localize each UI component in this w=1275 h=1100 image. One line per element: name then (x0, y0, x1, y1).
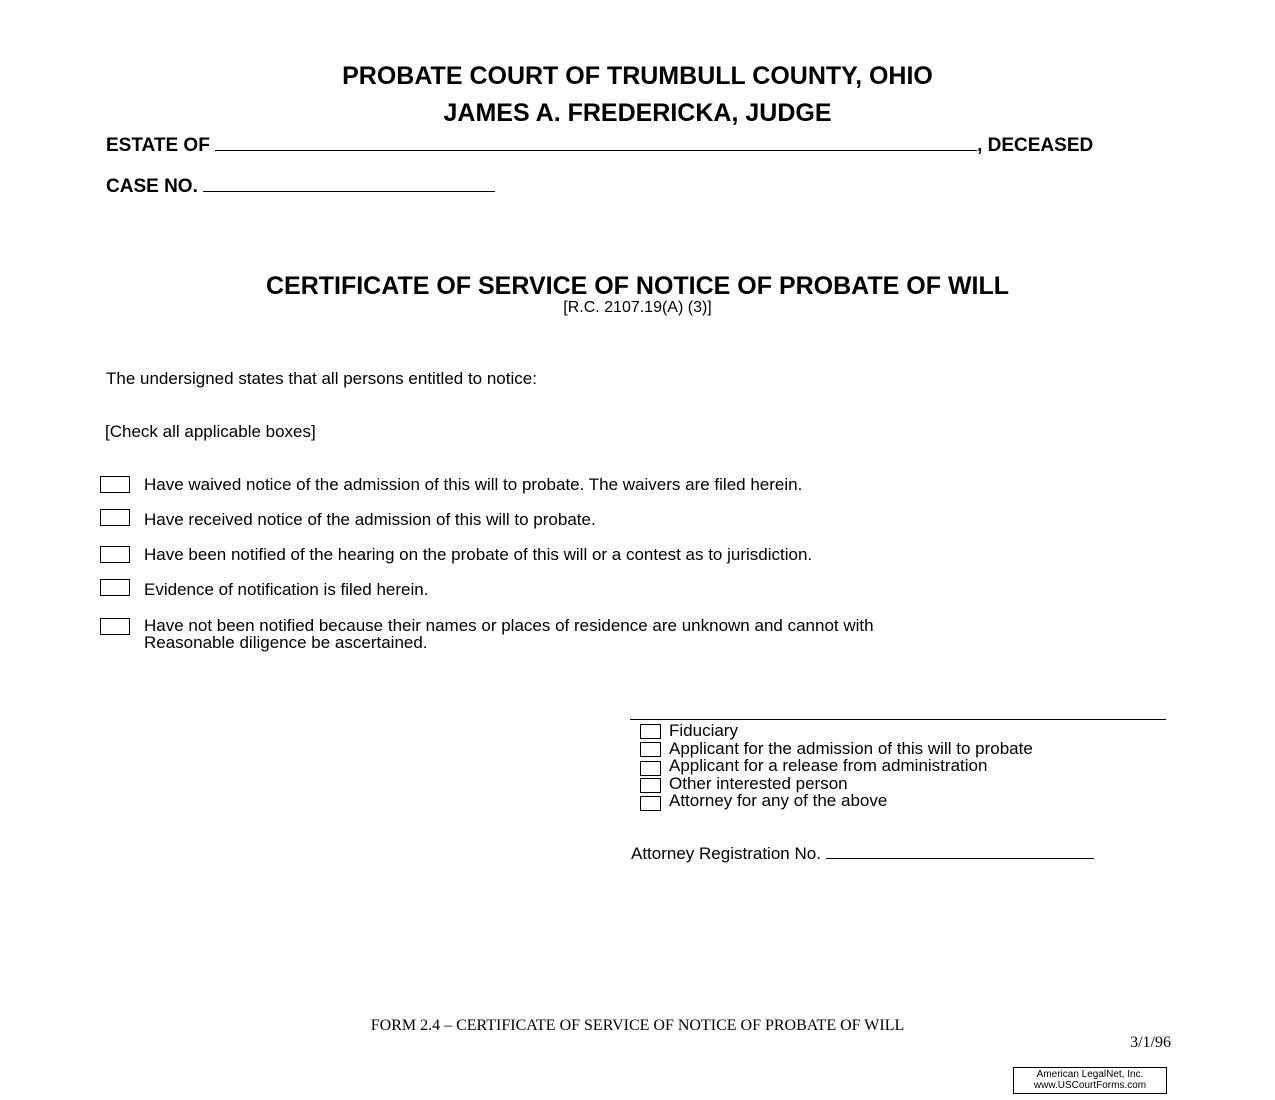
judge-heading: JAMES A. FREDERICKA, JUDGE (443, 99, 832, 127)
role-checkbox-applicant-release[interactable] (640, 761, 661, 776)
attorney-registration-line (631, 844, 1094, 864)
form-title: CERTIFICATE OF SERVICE OF NOTICE OF PROBATE OF WILL (265, 272, 1010, 300)
option-checkbox-evidence[interactable] (100, 579, 130, 596)
intro-text: The undersigned states that all persons entitled to notice: (106, 369, 537, 388)
case-number-field[interactable] (203, 190, 495, 192)
publisher-website[interactable]: www.USCourtForms.com (1033, 1080, 1147, 1091)
attorney-registration-label: Attorney Registration No. (631, 844, 821, 863)
case-label: CASE NO. (106, 176, 198, 197)
option-label: Have received notice of the admission of this will to probate. (144, 510, 596, 529)
role-checkbox-other[interactable] (640, 778, 661, 793)
option-label: Have not been notified because their names or places of residence are unknown and cannot with (144, 616, 874, 635)
option-label: Have waived notice of the admission of this will to probate. The waivers are filed herein. (144, 475, 803, 494)
role-checkbox-applicant-admission[interactable] (640, 742, 661, 757)
attorney-registration-field[interactable] (826, 857, 1094, 859)
case-line (106, 176, 495, 198)
option-checkbox-hearing[interactable] (100, 546, 130, 563)
option-checkbox-received[interactable] (100, 509, 130, 526)
option-label: Have been notified of the hearing on the probate of this will or a contest as to jurisdiction. (144, 545, 813, 564)
option-label: Evidence of notification is filed herein. (144, 580, 429, 599)
role-label: Attorney for any of the above (669, 791, 888, 810)
instruction-text: [Check all applicable boxes] (105, 422, 316, 441)
role-label: Applicant for a release from administration (669, 756, 988, 775)
statute-reference: [R.C. 2107.19(A) (3)] (563, 299, 712, 316)
publisher-name: American LegalNet, Inc. (1036, 1069, 1144, 1080)
option-label-continued: Reasonable diligence be ascertained. (144, 633, 428, 652)
deceased-label: , DECEASED (977, 135, 1094, 156)
publisher-box (1013, 1067, 1167, 1094)
estate-label: ESTATE OF (106, 135, 210, 156)
role-label: Other interested person (669, 774, 848, 793)
role-label: Fiduciary (669, 721, 738, 740)
signature-line[interactable] (630, 719, 1166, 720)
estate-name-field[interactable] (215, 149, 977, 151)
option-checkbox-not-notified[interactable] (100, 618, 130, 635)
role-checkbox-fiduciary[interactable] (640, 724, 661, 739)
role-checkbox-attorney[interactable] (640, 796, 661, 811)
form-date: 3/1/96 (1130, 1034, 1171, 1051)
form-footer: FORM 2.4 – CERTIFICATE OF SERVICE OF NOTICE OF PROBATE OF WILL (370, 1017, 905, 1034)
estate-line (106, 135, 1093, 157)
court-heading: PROBATE COURT OF TRUMBULL COUNTY, OHIO (342, 62, 933, 90)
option-checkbox-waived[interactable] (100, 476, 130, 493)
role-label: Applicant for the admission of this will to probate (669, 739, 1033, 758)
